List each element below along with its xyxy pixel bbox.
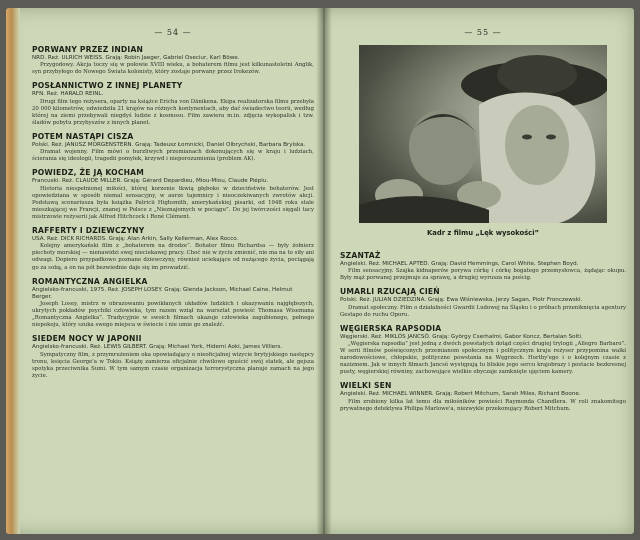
film-title: ROMANTYCZNA ANGIELKA bbox=[32, 276, 148, 286]
film-entry bbox=[32, 81, 314, 127]
film-description: Film zrobiony kilka lat temu dla miłośników powieści Raymonda Chandlera. W roli znakomitego prywatnego detektywa Philipa Marlowe'a, niezwykle przekonujący Robert Mitchum. bbox=[340, 398, 626, 412]
film-entry bbox=[340, 324, 626, 377]
film-credits: RFN. Reż. HARALD REINL. bbox=[32, 91, 104, 98]
page-edge bbox=[6, 8, 20, 534]
film-title: POTEM NASTĄPI CISZA bbox=[32, 131, 134, 141]
right-page bbox=[340, 8, 626, 534]
film-credits: USA. Reż. DICK RICHARDS. Grają: Alan Arkin, Sally Kellerman, Alex Rocco. bbox=[32, 236, 239, 243]
film-title: SZANTAŻ bbox=[340, 251, 381, 260]
film-description: Historia niespełnionej miłości, której korzenie tkwią głęboko w dzieciństwie bohaterów. Jest opowiedziana w sposób niemal sensacyjny, w aurze tajemnicy i nieoczekiwanych zwrotów akcji. Podstawą scenariusza była książka Patricii Highsmith, amerykańskiej pisarki, od 1948 roku stale mieszkającej we Francji, znanej w Polsce z „Nieznajomych w pociągu”. Do jej twórczości sięgali tacy mistrzowie reżyserii jak Alfred Hitchcock i René Clément. bbox=[32, 185, 314, 220]
photo-caption: Kadr z filmu „Lęk wysokości” bbox=[426, 229, 539, 237]
page-number: — 55 — bbox=[464, 28, 502, 37]
film-credits: Angielsko-francuski. Reż. LEWIS GILBERT. Grają: Michael York, Hidemi Aoki, James Villiers. bbox=[32, 344, 283, 351]
page-number: — 54 — bbox=[154, 28, 192, 37]
film-credits: Francuski. Reż. CLAUDE MILLER. Grają: Gérard Depardieu, Miou-Miou, Claude Piéplu. bbox=[32, 178, 269, 185]
film-title: POSŁANNICTWO Z INNEJ PLANETY bbox=[32, 81, 183, 91]
film-description: „Węgierska rapsodia” jest jedną z dwóch powstałych dotąd części drugiej trylogii „Allegro Barbaro”. W serii filmów poświęconych przemianom społecznym i politycznym kraju reżyser przypomina walki narodowościowe, chłopskie, polityczne powstania na Węgrzech. Horthy'ego i o kolejnym czasie z nazizmem. Jak w innych filmach Jancsó występują tu bliskie jego sercu krajobrazy i postacie bezkresnej pusty, węgierskiej równiny, zachowujące wielkie obyczaje zamknięte ujęciem kamery. bbox=[340, 340, 626, 376]
book-spread bbox=[6, 8, 634, 534]
film-title: PORWANY PRZEZ INDIAN bbox=[32, 45, 144, 54]
film-still-illustration bbox=[359, 45, 607, 223]
film-entry bbox=[340, 287, 626, 318]
film-credits: Polski. Reż. JANUSZ MORGENSTERN. Grają: Tadeusz Łomnicki, Daniel Olbrychski, Barbara Brylska. bbox=[32, 141, 306, 148]
film-entry bbox=[32, 168, 314, 221]
film-entry bbox=[32, 45, 314, 76]
film-credits: Węgierski. Reż. MIKLÓS JANCSÓ. Grają: György Cserhalmi, Gabor Koncz, Bertalan Solti. bbox=[340, 333, 583, 340]
film-description: Kolejny amerykański film z „bohaterem na drodze”. Bohater filmu Richardsa — były żołnierz piechoty morskiej — nienawidzi swej nieciekawej pracy. Choć nie w życiu zmienić, nie ma na to siły ani odwagi. Dopiero przypadkowo poznane dziewczyny, również uciekające od nużącego życia, pociągają go za sobą, a on na pół bezwiednie daje się im prowadzić. bbox=[32, 243, 314, 271]
film-entry bbox=[32, 334, 314, 380]
film-still-photo bbox=[359, 45, 607, 223]
film-title: WIELKI SEN bbox=[340, 381, 392, 391]
film-credits: Angielsko-francuski, 1975. Reż. JOSEPH LOSEY. Grają: Glenda Jackson, Michael Caine, Helmut Berger. bbox=[32, 286, 293, 300]
left-page bbox=[32, 8, 314, 534]
film-title: POWIEDZ, ŻE JĄ KOCHAM bbox=[32, 168, 144, 178]
film-description: Dramat wojenny. Film mówi o burzliwych przemianach dokonujących się w kraju i ludziach, ścierania się ideologii, tragedii pomyłek, krzywd i nieporozumienia (problem AK). bbox=[32, 149, 314, 163]
book-gutter bbox=[316, 8, 332, 534]
film-description: Joseph Losey, mistrz w obrazowaniu powikłanych układów ludzkich i ukazywaniu najgłębszych, ukrytych pokładów psychiki człowieka, tym razem wziął na warsztat powieść Thomasa Wisemana „Romantyczna Angielka”. Tradycyjnie w swoich filmach ukazuje człowieka zagubionego, pełnego niepokoju, który szuka swego miejsca w świecie i nie umie go znaleźć. bbox=[32, 301, 314, 329]
film-credits: NRD. Reż. ULRICH WEISS. Grają: Robin Jaeger, Gabriel Oseciur, Karl Böwe. bbox=[32, 55, 240, 61]
film-credits: Angielski. Reż. MICHAEL WINNER. Grają: Robert Mitchum, Sarah Miles, Richard Boone. bbox=[340, 391, 581, 398]
film-title: RAFFERTY I DZIEWCZYNY bbox=[32, 226, 145, 236]
film-entry bbox=[32, 277, 314, 330]
film-description: Dramat społeczny. Film o działalności Gwardii Ludowej na Śląsku i o próbach przeniknięcia agentury Gestapo do ruchu Oporu. bbox=[340, 304, 626, 318]
film-entry bbox=[340, 381, 626, 412]
film-description: Film sensacyjny. Szajka kidnaperów porywa córkę i córkę bogatego przemysłowca, żądając okupu. Były mąż porwanej przejmuje za sprawę, a drugiej wyrusza na pościg. bbox=[340, 268, 626, 282]
film-title: UMARLI RZUCAJĄ CIEŃ bbox=[340, 287, 440, 297]
film-description: Drugi film tego reżysera, oparty na książce Ericha von Dänikena. Ekipa realizatorska filmu przebyła 20 000 kilometrów, odwiedziła 21 krajów na różnych kontynentach, aby dać świadectwo teorii, według której na ziemi przebywali niegdyś ludzie z kosmosu. Film zawiera m.in. zdjęcia wykopalisk i tzw. śladów pobytu przybyszów z innych planet. bbox=[32, 98, 314, 126]
film-entry bbox=[32, 226, 314, 272]
film-entry bbox=[32, 132, 314, 163]
film-description: Przygodowy. Akcja toczy się w połowie XVIII wieku, a bohaterem filmu jest kilkunastoletni Anglik, syn przybyłego do Nowego Świata kolonisty, który zostaje porwany przez Irokezów. bbox=[32, 62, 314, 76]
film-credits: Polski. Reż. JULIAN DZIEDZINA. Grają: Ewa Wiśniewska, Jerzy Sagan, Piotr Fronczewski. bbox=[340, 297, 583, 304]
film-entry bbox=[340, 251, 626, 282]
film-title: SIEDEM NOCY W JAPONII bbox=[32, 334, 142, 344]
film-description: Sympatyczny film, z przymrużeniem oka opowiadający o nieoficjalnej wizycie brytyjskiego następcy tronu, księcia George'a w Tokio. Książę zamierza oficjalnie chwilowo opuścić swój statek, ale gejsza spotyka przeciwnika Sumi. W tym samym czasie organizacja terrorystyczna planuje zamach na jego życie. bbox=[32, 351, 314, 379]
film-credits: Angielski. Reż. MICHAEL APTED. Grają: David Hemmings, Carol White, Stephen Boyd. bbox=[340, 261, 579, 267]
film-title: WĘGIERSKA RAPSODIA bbox=[340, 323, 442, 333]
